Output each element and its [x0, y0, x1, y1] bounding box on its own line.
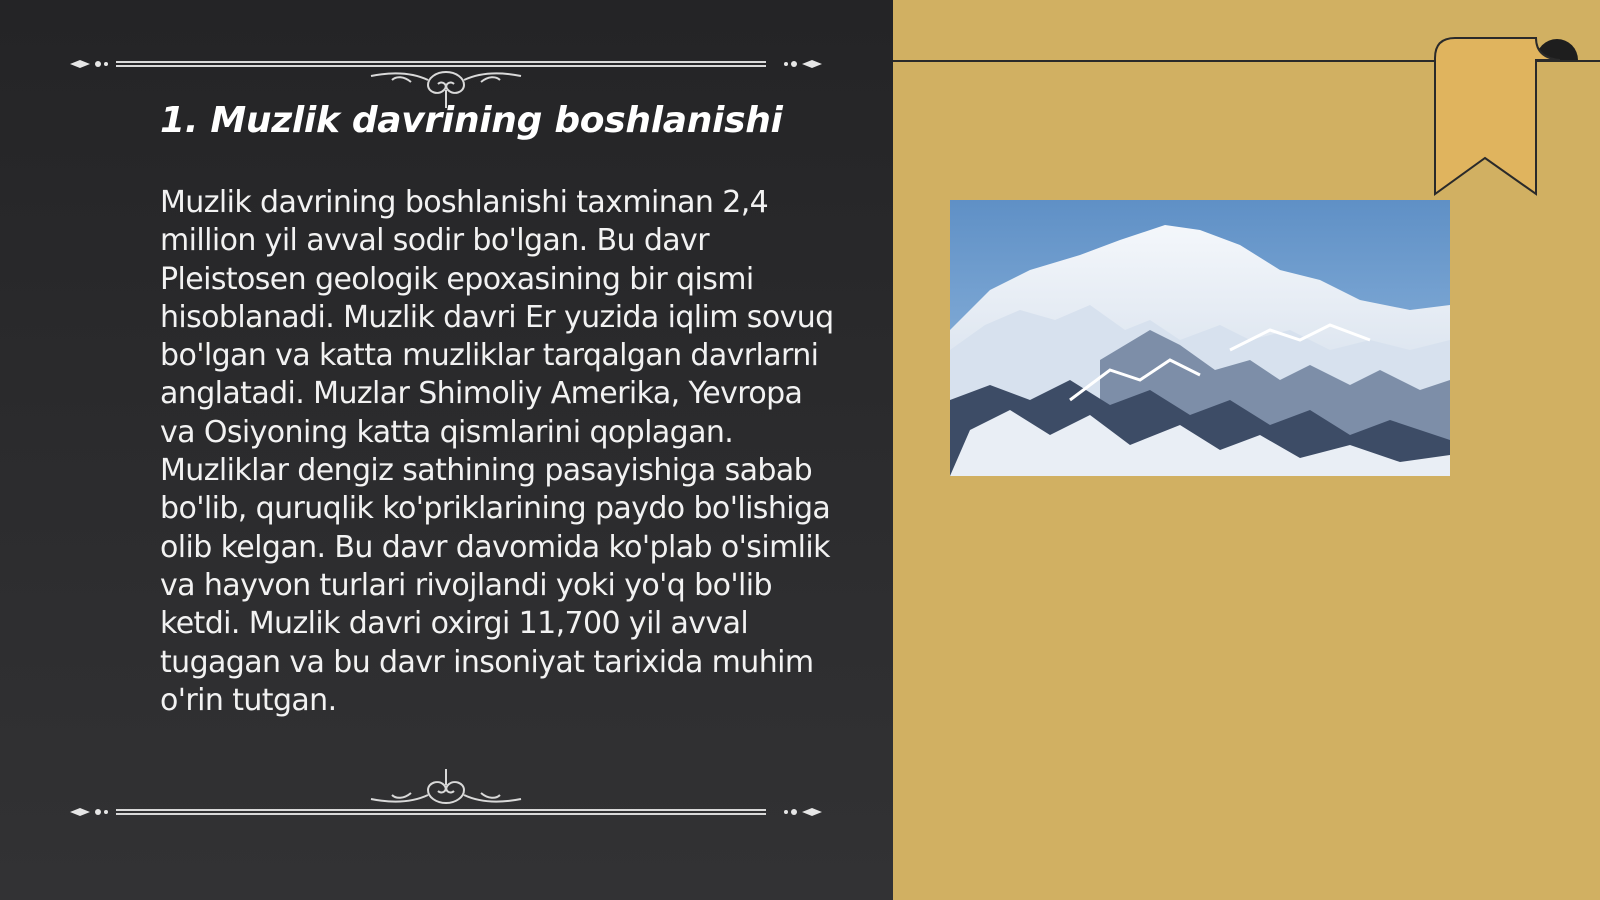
- slide-body-text: Muzlik davrining boshlanishi taxminan 2,4 million yil avval sodir bo'lgan. Bu davr Pleistosen geologik epoxasining bir qismi hisoblanadi. Muzlik davri Er yuzida iqlim sovuq bo'lgan va katta muzliklar tarqalgan davrlarni anglatadi. Muzlar Shimoliy Amerika, Yevropa va Osiyoning katta qismlarini qoplagan. Muzliklar dengiz sathining pasayishiga sabab bo'lib, quruqlik ko'priklarining paydo bo'lishiga olib kelgan. Bu davr davomida ko'plab o'simlik va hayvon turlari rivojlandi yoki yo'q bo'lib ketdi. Muzlik davri oxirgi 11,700 yil avval tugagan va bu davr insoniyat tarixida muhim o'rin tutgan.: [160, 185, 834, 718]
- bookmark-ribbon-icon: [1420, 30, 1600, 200]
- snowy-mountain-photo: [950, 200, 1450, 476]
- slide-title: 1. Muzlik davrining boshlanishi: [160, 100, 783, 141]
- bottom-ornament-divider-icon: [66, 765, 826, 835]
